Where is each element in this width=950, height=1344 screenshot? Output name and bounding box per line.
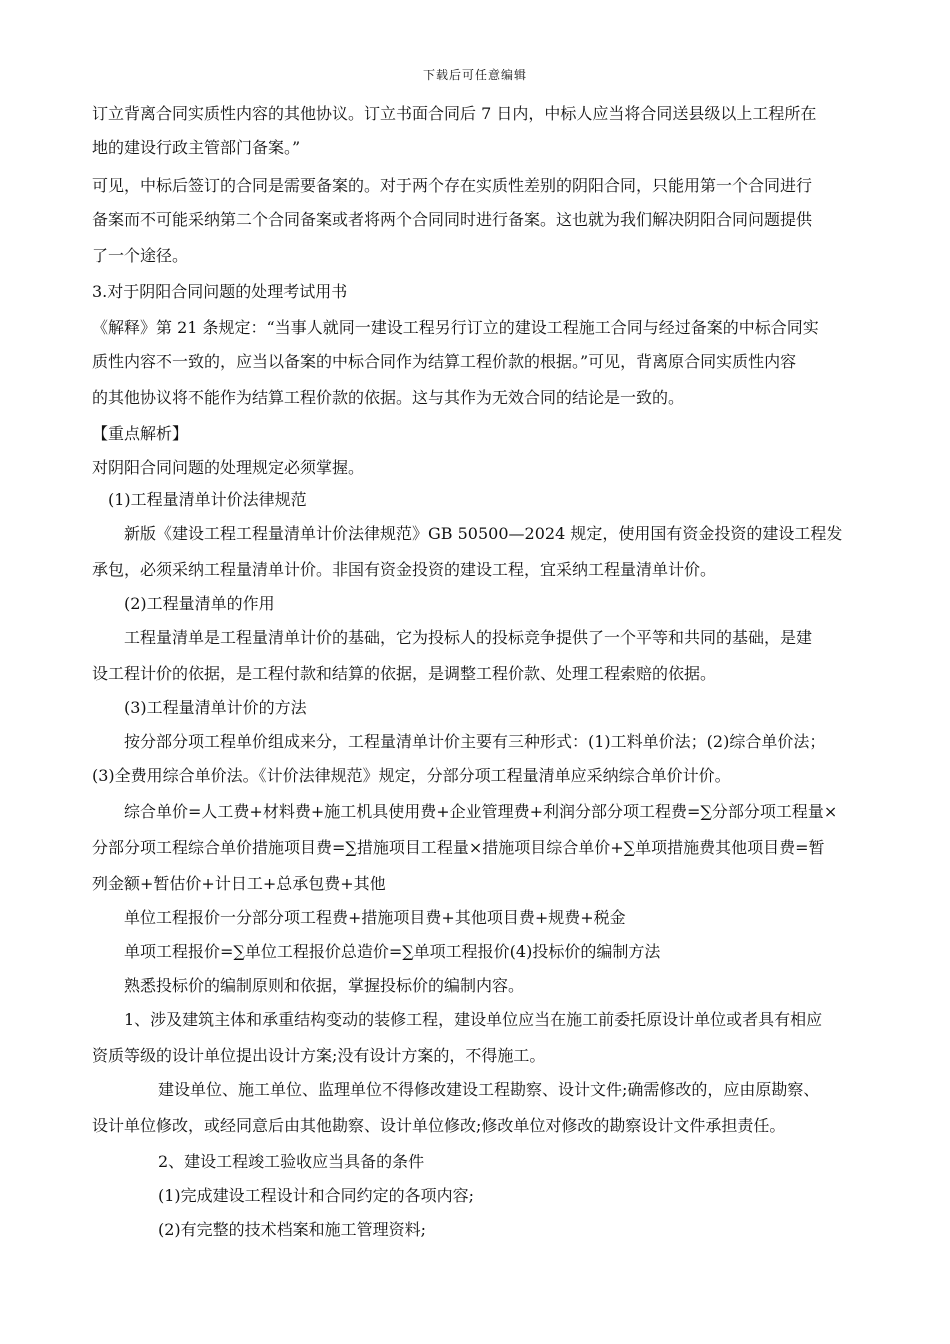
subsection-heading: (3)工程量清单计价的方法 — [124, 698, 307, 717]
section-heading: 3.对于阴阳合同问题的处理考试用书 — [92, 282, 348, 301]
list-item: (2)有完整的技术档案和施工管理资料; — [158, 1220, 427, 1239]
text-line: 质性内容不一致的，应当以备案的中标合同作为结算工程价款的根据。”可见，背离原合同实质性内容 — [92, 352, 797, 371]
text-line: 单项工程报价=∑单位工程报价总造价=∑单项工程报价(4)投标价的编制方法 — [124, 942, 661, 961]
subsection-heading: (2)工程量清单的作用 — [124, 594, 275, 613]
text-line: 熟悉投标价的编制原则和依据，掌握投标价的编制内容。 — [124, 976, 525, 995]
text-line: 可见，中标后签订的合同是需要备案的。对于两个存在实质性差别的阴阳合同，只能用第一个合同进行 — [92, 176, 813, 195]
text-line: 对阴阳合同问题的处理规定必须掌握。 — [92, 458, 365, 477]
text-line: 综合单价=人工费+材料费+施工机具使用费+企业管理费+利润分部分项工程费=∑分部分项工程量× — [124, 802, 838, 821]
text-line: 列金额+暂估价+计日工+总承包费+其他 — [92, 874, 386, 893]
text-line: 承包，必须采纳工程量清单计价。非国有资金投资的建设工程，宜采纳工程量清单计价。 — [92, 560, 717, 579]
text-line: 建设单位、施工单位、监理单位不得修改建设工程勘察、设计文件;确需修改的，应由原勘察、 — [158, 1080, 820, 1099]
subsection-heading: 2、建设工程竣工验收应当具备的条件 — [158, 1152, 425, 1171]
text-line: 设工程计价的依据，是工程付款和结算的依据，是调整工程价款、处理工程索赔的依据。 — [92, 664, 717, 683]
page-header: 下载后可任意编辑 — [422, 68, 527, 82]
text-line: 按分部分项工程单价组成来分，工程量清单计价主要有三种形式：(1)工料单价法；(2)综合单价法； — [124, 732, 826, 751]
list-item: (1)完成建设工程设计和合同约定的各项内容; — [158, 1186, 475, 1205]
text-line: 新版《建设工程工程量清单计价法律规范》GB 50500—2024 规定，使用国有资金投资的建设工程发 — [124, 524, 843, 543]
text-line: 设计单位修改，或经同意后由其他勘察、设计单位修改;修改单位对修改的勘察设计文件承担责任。 — [92, 1116, 786, 1135]
subsection-heading: (1)工程量清单计价法律规范 — [108, 490, 307, 509]
text-line: 资质等级的设计单位提出设计方案;没有设计方案的，不得施工。 — [92, 1046, 546, 1065]
section-heading: 【重点解析】 — [92, 424, 189, 443]
text-line: 备案而不可能采纳第二个合同备案或者将两个合同同时进行备案。这也就为我们解决阴阳合同问题提供 — [92, 210, 813, 229]
text-line: 工程量清单是工程量清单计价的基础，它为投标人的投标竞争提供了一个平等和共同的基础，是建 — [124, 628, 813, 647]
text-line: 订立背离合同实质性内容的其他协议。订立书面合同后 7 日内，中标人应当将合同送县级以上工程所在 — [92, 104, 817, 123]
text-line: 单位工程报价一分部分项工程费+措施项目费+其他项目费+规费+税金 — [124, 908, 626, 927]
text-line: 地的建设行政主管部门备案。” — [92, 138, 301, 157]
text-line: 《解释》第 21 条规定：“当事人就同一建设工程另行订立的建设工程施工合同与经过备案的中标合同实 — [92, 318, 819, 337]
text-line: 分部分项工程综合单价措施项目费=∑措施项目工程量×措施项目综合单价+∑单项措施费其他项目费=暂 — [92, 838, 825, 857]
text-line: (3)全费用综合单价法。《计价法律规范》规定，分部分项工程量清单应采纳综合单价计价。 — [92, 766, 731, 785]
text-line: 1、涉及建筑主体和承重结构变动的装修工程，建设单位应当在施工前委托原设计单位或者具有相应 — [124, 1010, 823, 1029]
text-line: 了一个途径。 — [92, 246, 189, 265]
text-line: 的其他协议将不能作为结算工程价款的依据。这与其作为无效合同的结论是一致的。 — [92, 388, 685, 407]
